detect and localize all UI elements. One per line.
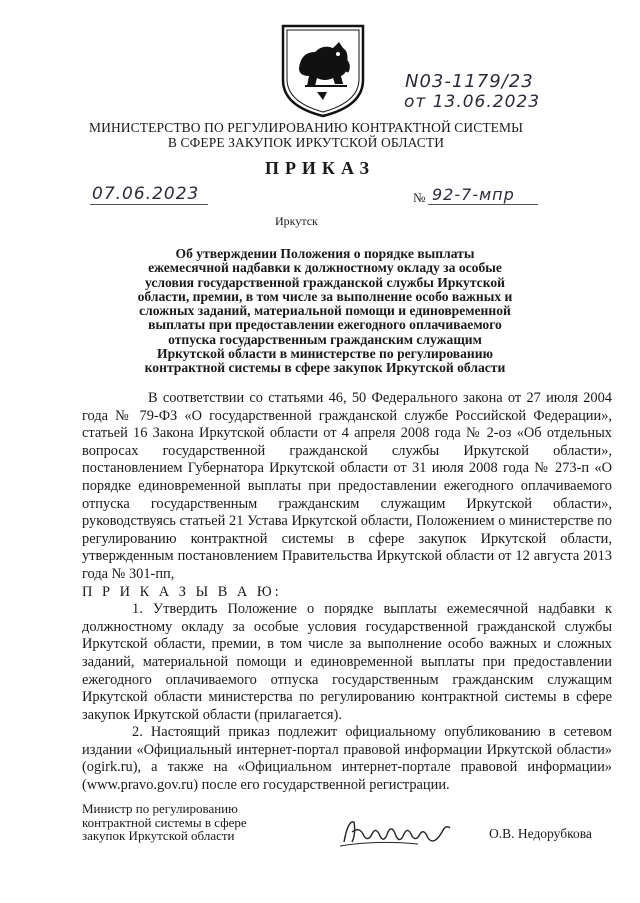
handwritten-signature bbox=[338, 812, 458, 850]
document-type-heading: ПРИКАЗ bbox=[264, 158, 376, 178]
order-item-1: 1. Утвердить Положение о порядке выплаты ежемесячной надбавки к должностному окладу за особые условия государственной гражданской службы Иркутской области, премии, в том числе за выполнение особо важных и сложных заданий, материальной помощи и единовременной выплаты при предоставлении ежегодного оплачиваемого отпуска государственным гражданским служащим Иркутской области министерства по регулированию контрактной системы в сфере закупок Иркутской области (прилагается). bbox=[82, 601, 612, 723]
order-word: П Р И К А З Ы В А Ю: bbox=[82, 583, 282, 600]
title-line: сложных заданий, материальной помощи и единовременной bbox=[139, 303, 511, 319]
title-line: области, премии, в том числе за выполнение особо важных и bbox=[137, 288, 513, 304]
order-number-underline bbox=[428, 204, 538, 205]
title-line: контрактной системы в сфере закупок Иркутской области bbox=[144, 360, 506, 376]
title-line: выплаты при предоставлении ежегодного оплачиваемого bbox=[148, 317, 502, 333]
order-item-2: 2. Настоящий приказ подлежит официальному опубликованию в сетевом издании «Официальный интернет-портал правовой информации Иркутской области» (ogirk.ru), а также на «Официальном интернет-портале правовой информации» (www.pravo.gov.ru) после его государственной регистрации. bbox=[82, 724, 612, 794]
title-line: Об утверждении Положения о порядке выплаты bbox=[175, 246, 475, 261]
coat-of-arms-emblem bbox=[277, 22, 369, 118]
ministry-name-line-2: В СФЕРЕ ЗАКУПОК ИРКУТСКОЙ ОБЛАСТИ bbox=[167, 135, 445, 150]
signatory-position-line: закупок Иркутской области bbox=[82, 828, 235, 843]
title-line: условия государственной гражданской службы Иркутской bbox=[145, 274, 505, 290]
signatory-position bbox=[82, 802, 282, 843]
order-date-underline bbox=[90, 204, 208, 205]
order-number: 92-7-мпр bbox=[432, 185, 515, 204]
signatory-name: О.В. Недорубкова bbox=[489, 826, 592, 841]
registration-date: от 13.06.2023 bbox=[404, 92, 541, 112]
title-line: Иркутской области в министерстве по регулированию bbox=[157, 346, 493, 362]
city-name: Иркутск bbox=[275, 214, 318, 228]
signatory-position-line: Министр по регулированию bbox=[82, 801, 238, 816]
ministry-name-line-1: МИНИСТЕРСТВО ПО РЕГУЛИРОВАНИЮ КОНТРАКТНОЙ СИСТЕМЫ bbox=[89, 120, 523, 135]
preamble-paragraph: В соответствии со статьями 46, 50 Федерального закона от 27 июля 2004 года № 79-ФЗ «О государственной гражданской службе Российской Федерации», статьей 16 Закона Иркутской области от 4 апреля 2008 года № 2-оз «Об отдельных вопросах государственной гражданской службы Иркутской области», постановлением Губернатора Иркутской области от 31 июля 2008 года № 273-п «О порядке единовременной выплаты при предоставлении ежегодного оплачиваемого отпуска государственным гражданским служащим Иркутской области», руководствуясь статьей 21 Устава Иркутской области, Положением о министерстве по регулированию контрактной системы в сфере закупок Иркутской области, утвержденным постановлением Правительства Иркутской области от 12 августа 2013 года № 301-пп, bbox=[82, 390, 612, 582]
registration-number: N03-1179/23 bbox=[405, 71, 534, 92]
document-body bbox=[82, 390, 612, 795]
document-title bbox=[120, 247, 530, 376]
title-line: ежемесячной надбавки к должностному окладу за особые bbox=[148, 260, 502, 276]
order-date: 07.06.2023 bbox=[92, 184, 200, 204]
signatory-position-line: контрактной системы в сфере bbox=[82, 814, 247, 830]
title-line: отпуска государственным гражданским служащим bbox=[168, 331, 482, 347]
order-number-label: № bbox=[413, 190, 426, 205]
